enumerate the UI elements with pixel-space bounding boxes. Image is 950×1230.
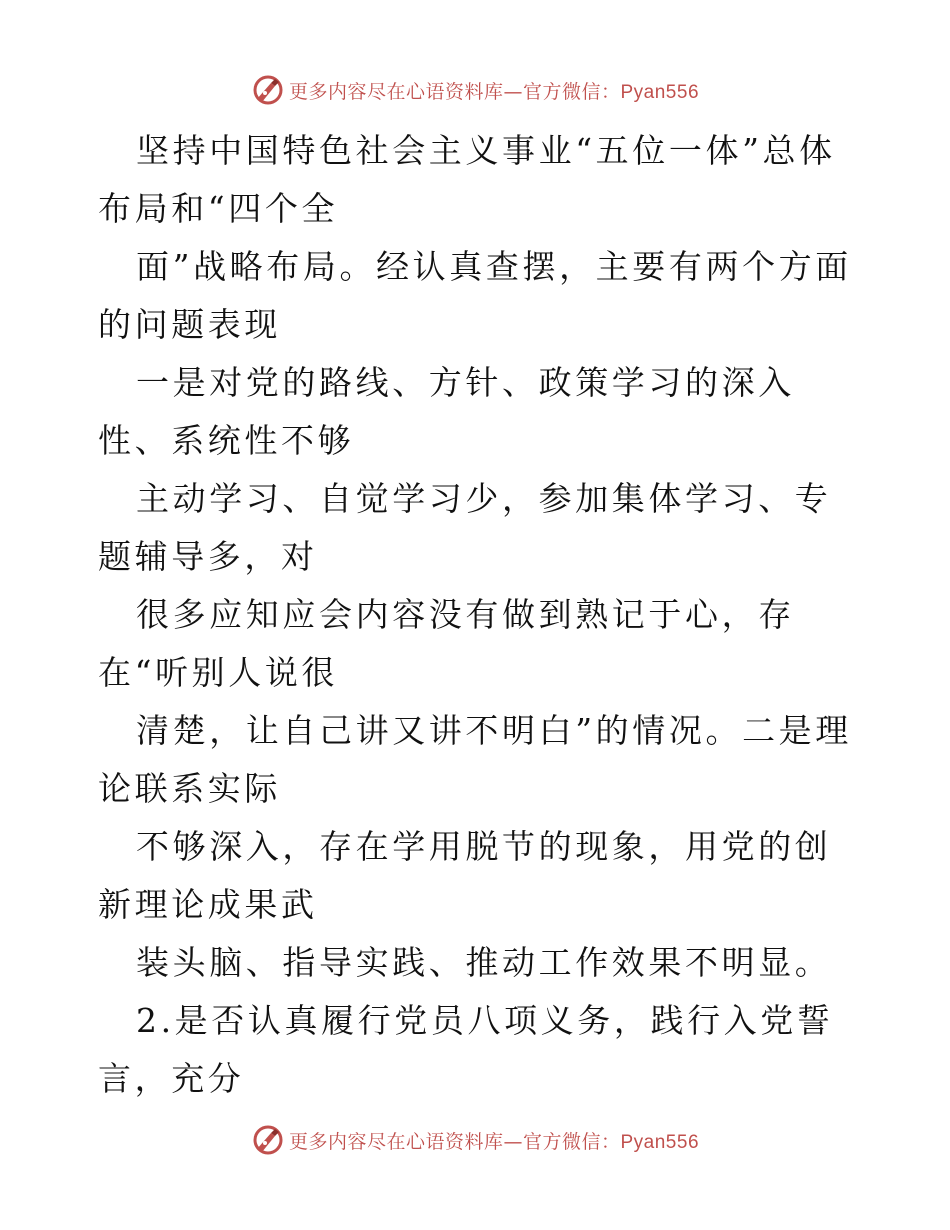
watermark-dash: —: [503, 80, 523, 103]
paragraph-5: 很多应知应会内容没有做到熟记于心，存在“听别人说很: [98, 595, 795, 692]
bottom-watermark-banner: [0, 1120, 950, 1160]
watermark-brand: 更多内容尽在心语资料库: [288, 80, 504, 103]
watermark-dash: —: [503, 1130, 523, 1153]
watermark-wechat-label: 官方微信：: [522, 1130, 621, 1153]
paragraph-6: 清楚，让自己讲又讲不明白”的情况。二是理论联系实际: [98, 711, 852, 808]
pen-logo-icon: [251, 1123, 285, 1157]
document-body: [98, 122, 858, 1108]
paragraph-8: 装头脑、指导实践、推动工作效果不明显。: [136, 943, 832, 982]
paragraph-9: 2.是否认真履行党员八项义务，践行入党誓言，充分: [98, 1001, 834, 1098]
watermark-wechat-handle: Pyan556: [620, 1131, 700, 1153]
paragraph-4: 主动学习、自觉学习少，参加集体学习、专题辅导多，对: [98, 479, 832, 576]
watermark-text: [289, 77, 699, 104]
watermark-wechat-handle: Pyan556: [620, 81, 700, 103]
paragraph-1: 坚持中国特色社会主义事业“五位一体”总体布局和“四个全: [98, 131, 836, 228]
watermark-wechat-label: 官方微信：: [522, 80, 621, 103]
pen-logo-icon: [251, 73, 285, 107]
watermark-text: [289, 1127, 699, 1154]
top-watermark-banner: [0, 70, 950, 110]
paragraph-2: 面”战略布局。经认真查摆，主要有两个方面的问题表现: [98, 247, 852, 344]
paragraph-3: 一是对党的路线、方针、政策学习的深入性、系统性不够: [98, 363, 795, 460]
paragraph-7: 不够深入，存在学用脱节的现象，用党的创新理论成果武: [98, 827, 832, 924]
watermark-brand: 更多内容尽在心语资料库: [288, 1130, 504, 1153]
